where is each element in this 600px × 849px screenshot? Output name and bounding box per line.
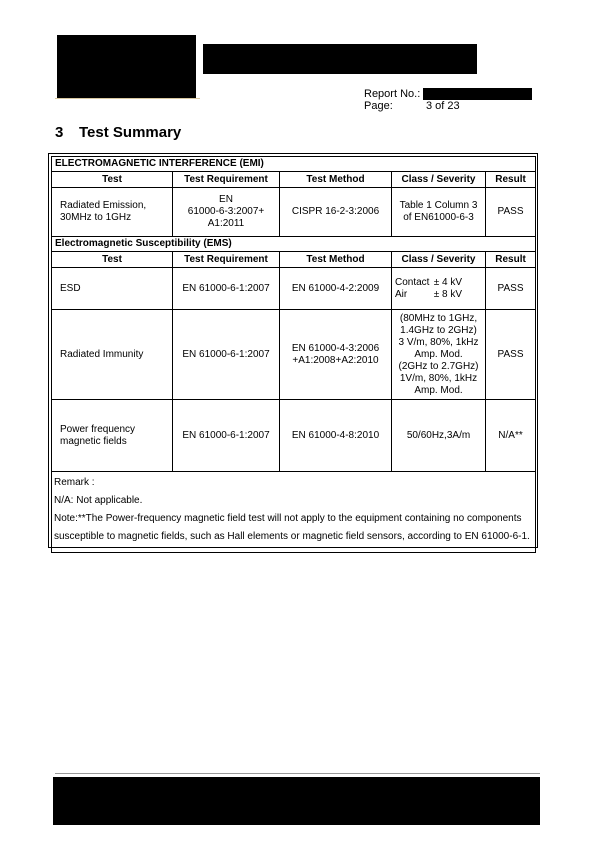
col-header-test: Test [52,172,173,188]
table-row [52,188,536,237]
emi-heading: ELECTROMAGNETIC INTERFERENCE (EMI) [52,157,536,172]
col-header-requirement: Test Requirement [173,172,280,188]
col-header-severity: Class / Severity [392,252,486,268]
result-cell: PASS [486,310,536,400]
page-row [364,100,460,113]
section-title [55,124,181,142]
ems-heading-row [52,237,536,252]
col-header-severity: Class / Severity [392,172,486,188]
result-cell: PASS [486,188,536,237]
col-header-result: Result [486,252,536,268]
test-cell: Radiated Emission, 30MHz to 1GHz [52,188,173,237]
method-cell: EN 61000-4-8:2010 [280,400,392,472]
redacted-footer [53,777,540,825]
col-header-method: Test Method [280,252,392,268]
method-cell: EN 61000-4-3:2006 +A1:2008+A2:2010 [280,310,392,400]
requirement-cell: EN 61000-6-3:2007+ A1:2011 [173,188,280,237]
test-cell: Power frequency magnetic fields [52,400,173,472]
redacted-logo [57,35,196,99]
test-cell: ESD [52,268,173,310]
severity-cell: 50/60Hz,3A/m [392,400,486,472]
footer-rule [55,773,540,774]
severity-cell [392,268,486,310]
remark-label: Remark : [54,477,95,488]
col-header-result: Result [486,172,536,188]
col-header-test: Test [52,252,173,268]
requirement-cell: EN 61000-6-1:2007 [173,400,280,472]
test-summary-table [51,156,536,553]
page-label: Page: [364,100,393,112]
emi-header-row [52,172,536,188]
result-cell: PASS [486,268,536,310]
note-line-2: susceptible to magnetic fields, such as Hall elements or magnetic field sensors, according to EN 61000-6-1. [54,531,530,542]
col-header-requirement: Test Requirement [173,252,280,268]
ems-heading: Electromagnetic Susceptibility (EMS) [52,237,536,252]
header-rule [55,98,200,99]
table-row [52,400,536,472]
requirement-cell: EN 61000-6-1:2007 [173,268,280,310]
col-header-method: Test Method [280,172,392,188]
redacted-report-number [423,88,532,100]
summary-frame [48,153,538,548]
section-title-text: Test Summary [79,124,182,141]
contact-line: Contact ± 4 kV [395,276,463,288]
page-number: 3 of 23 [426,100,460,112]
report-number-label: Report No.: [364,88,421,100]
table-row [52,310,536,400]
redacted-company-name [203,44,477,74]
remark-cell [52,472,536,553]
table-row [52,268,536,310]
method-cell: EN 61000-4-2:2009 [280,268,392,310]
test-cell: Radiated Immunity [52,310,173,400]
section-number: 3 [55,124,64,141]
remark-row [52,472,536,553]
ems-header-row [52,252,536,268]
requirement-cell: EN 61000-6-1:2007 [173,310,280,400]
severity-cell: Table 1 Column 3 of EN61000-6-3 [392,188,486,237]
na-note: N/A: Not applicable. [54,495,143,506]
method-cell: CISPR 16-2-3:2006 [280,188,392,237]
emi-heading-row [52,157,536,172]
severity-cell: (80MHz to 1GHz, 1.4GHz to 2GHz) 3 V/m, 80%, 1kHz Amp. Mod. (2GHz to 2.7GHz) 1V/m, 80%, 1kHz Amp. Mod. [392,310,486,400]
air-line: Air ± 8 kV [395,288,463,300]
note-line-1: Note:**The Power-frequency magnetic field test will not apply to the equipment containing no components [54,513,522,524]
result-cell: N/A** [486,400,536,472]
